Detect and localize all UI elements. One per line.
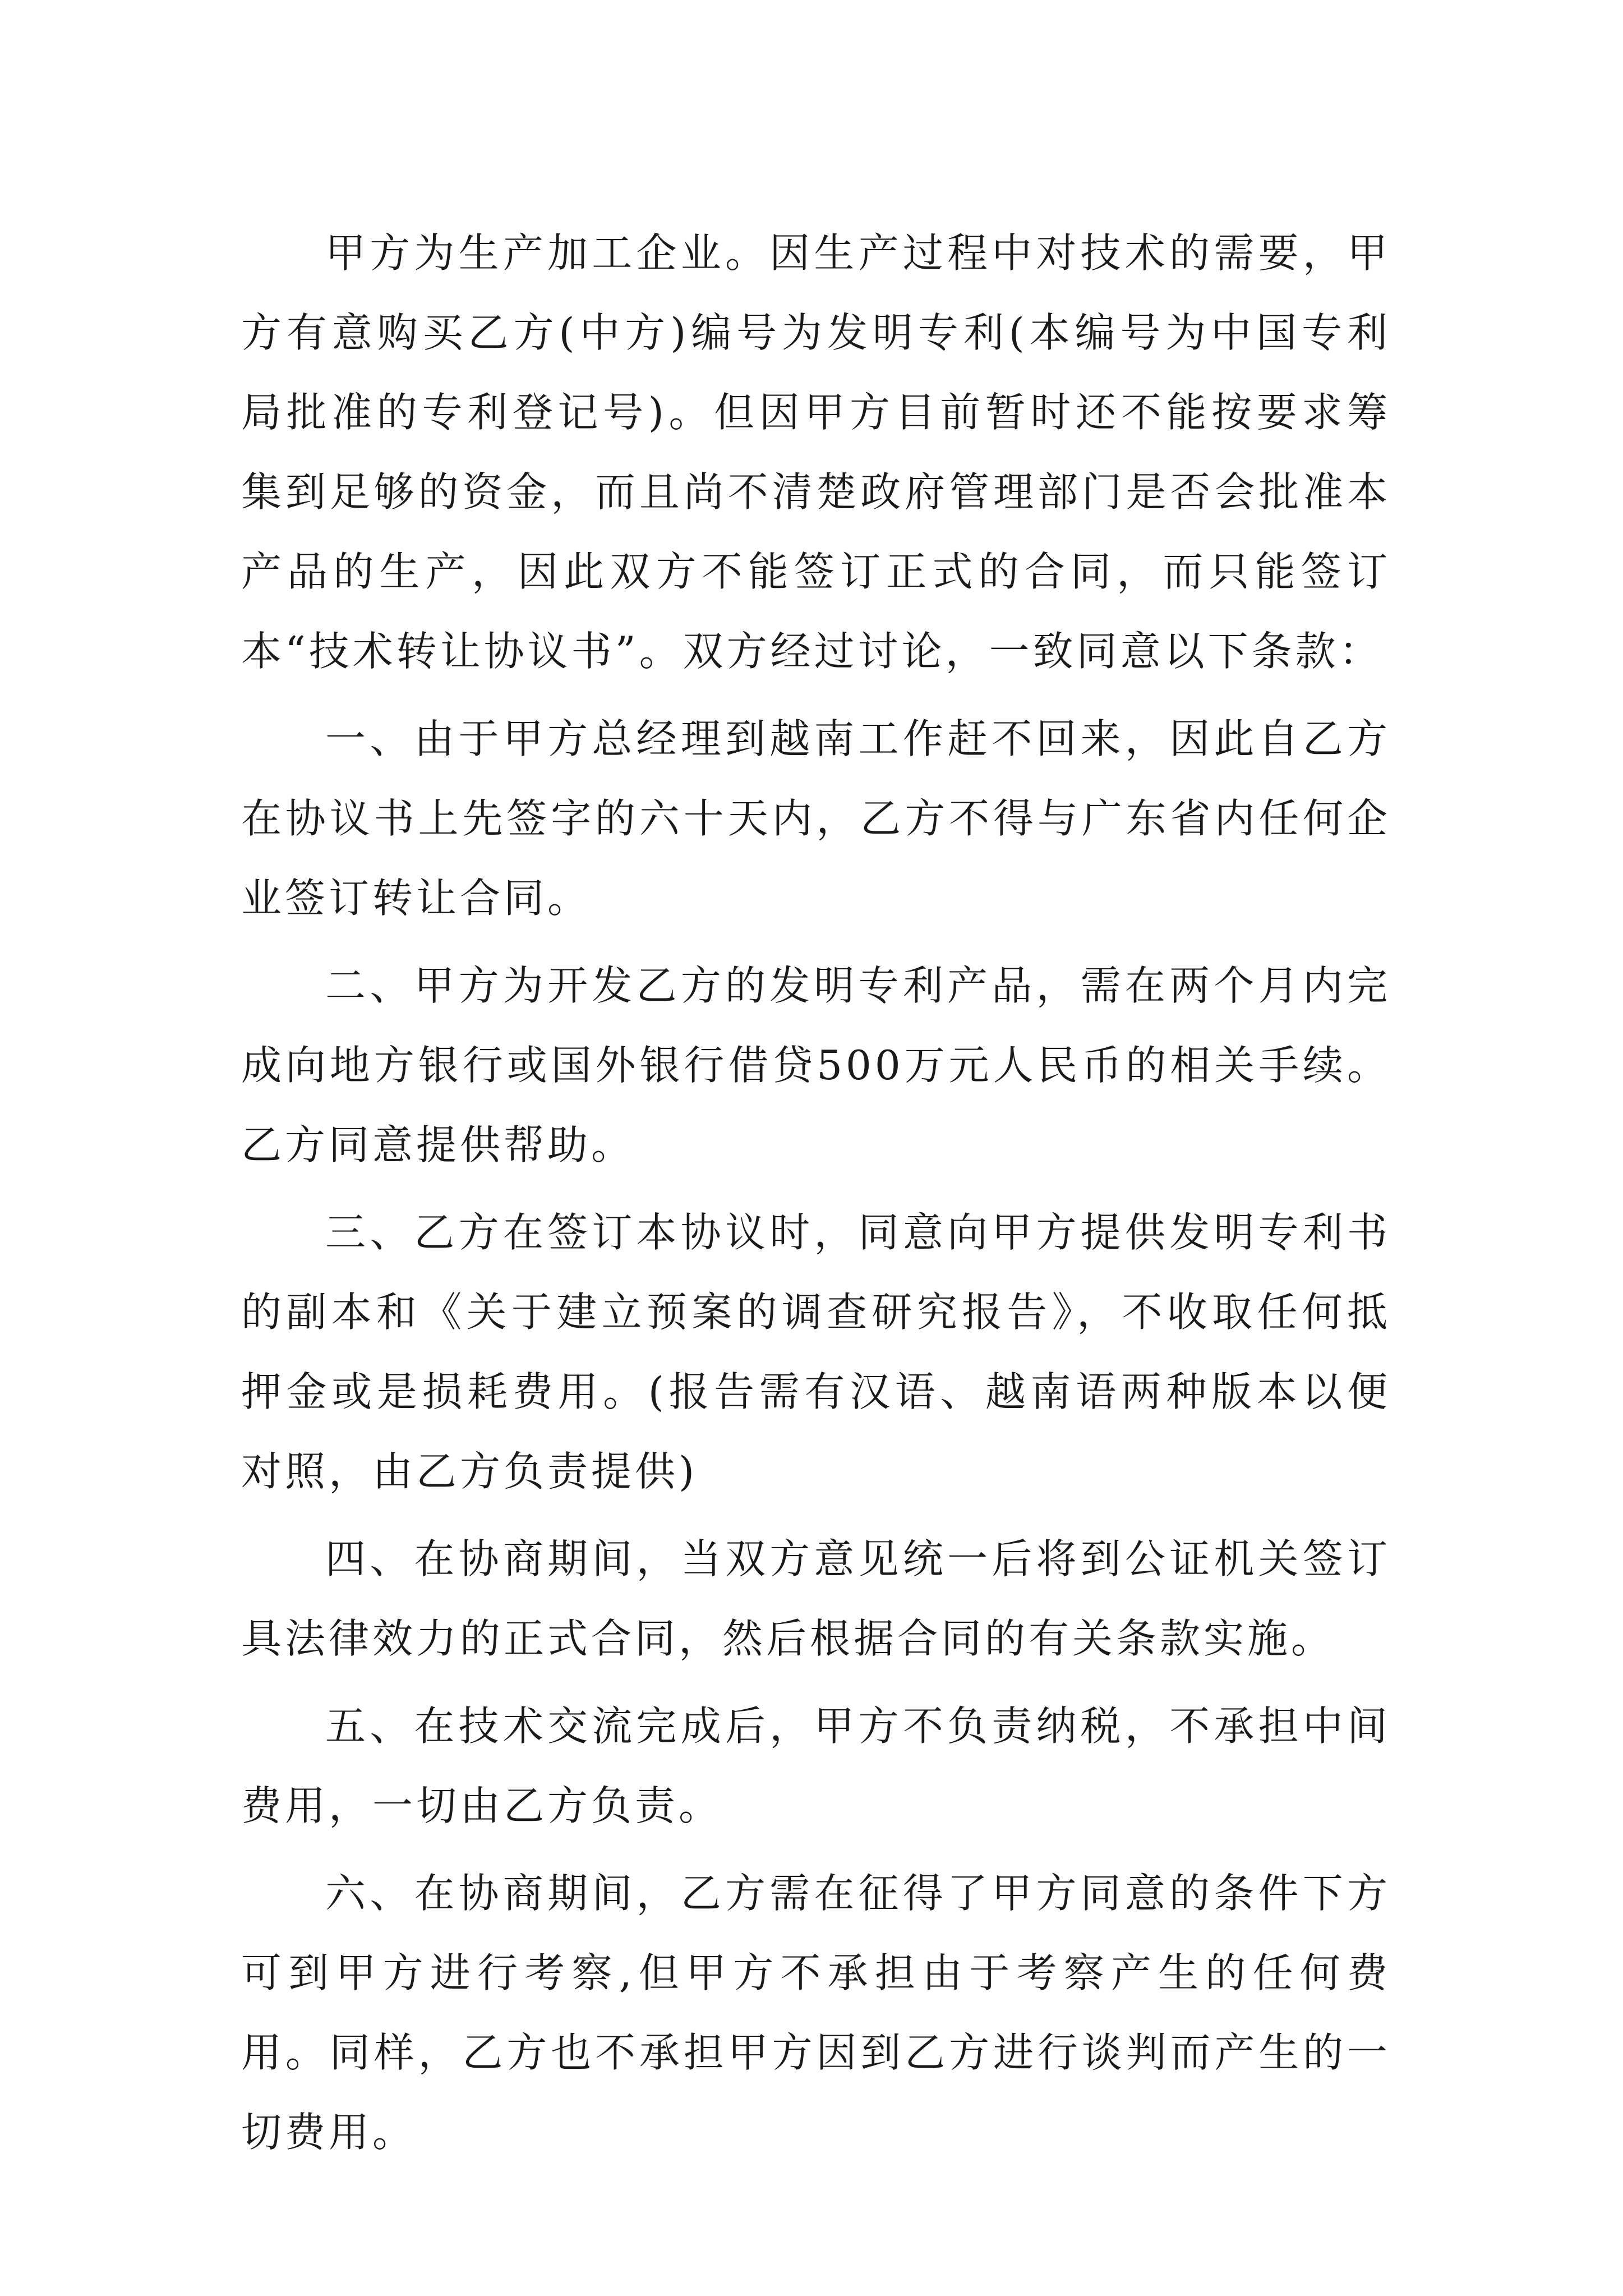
paragraph-intro: 甲方为生产加工企业。因生产过程中对技术的需要，甲方有意购买乙方(中方)编号为发明专利(本编号为中国专利局批准的专利登记号)。但因甲方目前暂时还不能按要求筹集到足够的资金，而且尚不清楚政府管理部门是否会批准本产品的生产，因此双方不能签订正式的合同，而只能签订本“技术转让协议书”。双方经过讨论，一致同意以下条款： [241, 229, 1391, 675]
document-body [241, 213, 1391, 2180]
paragraph-clause-5: 五、在技术交流完成后，甲方不负责纳税，不承担中间费用，一切由乙方负责。 [241, 1703, 1391, 1829]
paragraph-clause-6: 六、在协商期间，乙方需在征得了甲方同意的条件下方可到甲方进行考察,但甲方不承担由于考察产生的任何费用。同样，乙方也不承担甲方因到乙方进行谈判而产生的一切费用。 [241, 1870, 1391, 2156]
paragraph-clause-1: 一、由于甲方总经理到越南工作赶不回来，因此自乙方在协议书上先签字的六十天内，乙方不得与广东省内任何企业签订转让合同。 [241, 715, 1391, 922]
paragraph-clause-2: 二、甲方为开发乙方的发明专利产品，需在两个月内完成向地方银行或国外银行借贷500万元人民币的相关手续。乙方同意提供帮助。 [241, 962, 1391, 1168]
paragraph-clause-4: 四、在协商期间，当双方意见统一后将到公证机关签订具法律效力的正式合同，然后根据合同的有关条款实施。 [241, 1535, 1391, 1662]
paragraph-clause-3: 三、乙方在签订本协议时，同意向甲方提供发明专利书的副本和《关于建立预案的调查研究报告》，不收取任何抵押金或是损耗费用。(报告需有汉语、越南语两种版本以便对照，由乙方负责提供) [241, 1209, 1391, 1495]
